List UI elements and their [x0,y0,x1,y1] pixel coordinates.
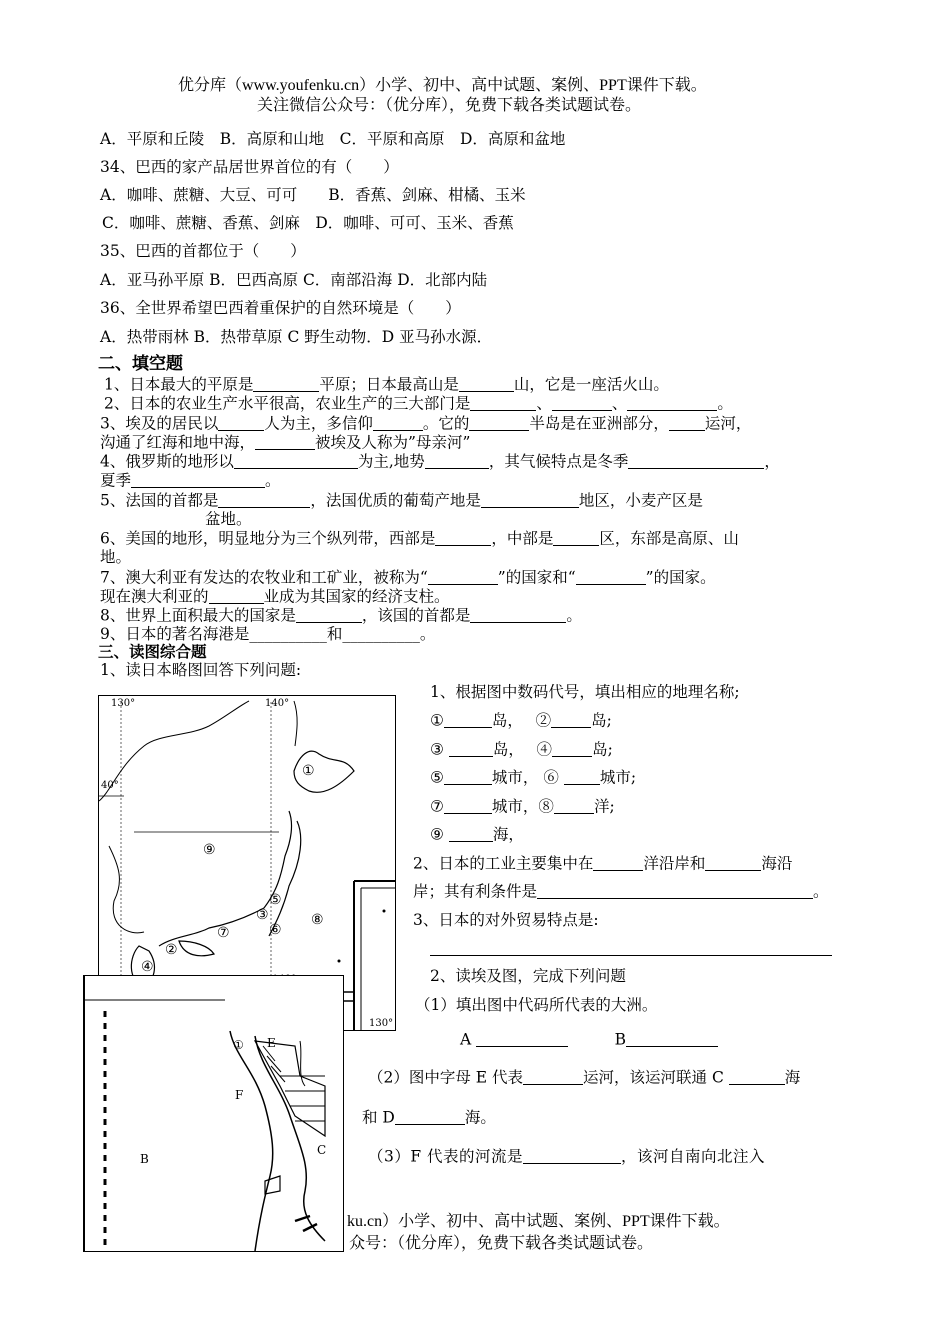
blank[interactable] [576,568,646,585]
fill-q3: 3、埃及的居民以 人为主，多信仰 。它的 半岛是在亚洲部分， 运河， [100,414,752,433]
blank[interactable] [470,394,536,411]
blank[interactable] [209,587,264,604]
blank[interactable] [425,452,489,469]
egypt-q2-3: （3）F 代表的河流是 ，该河自南向北注入 [368,1147,766,1166]
q36: 36、全世界希望巴西着重保护的自然环境是（ ） [100,299,461,317]
map-marker-9: ⑨ [203,842,216,858]
blank[interactable] [627,394,717,411]
lon-label: 130° [111,698,136,709]
japan-sub3: 3、日本的对外贸易特点是: [413,911,599,929]
fill-q8: 8、世界上面积最大的国家是 ，该国的首都是 。 [100,606,582,625]
fill-q4-cont: 夏季 。 [100,471,281,490]
blank[interactable] [628,452,764,469]
blank[interactable] [255,433,315,450]
egypt-map-graphic [85,976,343,1251]
egypt-label-f: F [235,1088,244,1102]
header-line-1: 优分库（www.youfenku.cn）小学、初中、高中试题、案例、PPT课件下载。 [178,77,707,94]
blank[interactable] [669,414,705,431]
blank[interactable] [626,1030,718,1047]
fill-q5-cont: 盆地。 [205,510,252,528]
fill-q2: 2、日本的农业生产水平很高，农业生产的三大部门是 、 、 。 [104,394,733,413]
answer-line[interactable] [430,955,832,956]
blank[interactable] [553,529,599,546]
blank[interactable] [218,414,264,431]
egypt-q2: 2、读埃及图，完成下列问题 [430,967,626,985]
q34-options-cd: C．咖啡、蔗糖、香蕉、剑麻 D．咖啡、可可、玉米、香蕉 [102,214,514,232]
japan-row-1: ① 岛， ② 岛; [430,711,612,730]
section-2-title: 二、填空题 [98,354,183,374]
q34: 34、巴西的家产品居世界首位的有（ ） [100,158,399,176]
blank[interactable] [476,1030,568,1047]
fill-q7: 7、澳大利亚有发达的农牧业和工矿业，被称为“ ”的国家和“ ”的国家。 [100,568,716,587]
blank[interactable] [449,740,493,757]
blank[interactable] [593,854,643,871]
blank[interactable] [551,711,591,728]
blank[interactable] [444,768,492,785]
q34-options-ab: A．咖啡、蔗糖、大豆、可可 B．香蕉、剑麻、柑橘、玉米 [100,186,526,204]
map-marker-5: ⑤ [269,892,282,908]
blank[interactable] [435,529,491,546]
blank[interactable] [131,471,265,488]
blank[interactable] [705,854,761,871]
blank[interactable] [564,768,600,785]
header-line-2: 关注微信公众号：（优分库），免费下载各类试题试卷。 [257,97,642,114]
map-q1: 1、读日本略图回答下列问题: [100,661,302,679]
japan-sub2: 2、日本的工业主要集中在 洋沿岸和 海沿 [413,854,793,873]
egypt-label-e: E [267,1036,276,1050]
lon-label: 140° [265,698,290,709]
q35-options: A．亚马孙平原 B．巴西高原 C．南部沿海 D．北部内陆 [100,271,488,289]
blank[interactable] [523,1068,583,1085]
blank[interactable] [253,375,319,392]
egypt-q2-2-cont: 和 D 海。 [362,1108,496,1127]
blank[interactable] [554,797,594,814]
blank[interactable] [373,414,423,431]
egypt-label-c: C [317,1143,327,1157]
map-marker-2: ② [165,942,178,958]
blank[interactable] [296,606,362,623]
fill-q3-cont: 沟通了红海和地中海， 被埃及人称为”母亲河” [100,433,471,452]
blank[interactable] [729,1068,785,1085]
fill-q6: 6、美国的地形，明显地分为三个纵列带，西部是 ，中部是 区，东部是高原、山 [100,529,739,548]
japan-sub2-cont: 岸；其有利条件是 。 [413,882,829,901]
blank[interactable] [469,414,529,431]
blank[interactable] [459,375,514,392]
q36-options: A．热带雨林 B．热带草原 C 野生动物．D 亚马孙水源． [100,328,493,346]
egypt-label-b: B [140,1152,149,1166]
map-marker-6: ⑥ [269,922,282,938]
blank[interactable] [552,394,612,411]
blank[interactable] [523,1147,621,1164]
q35: 35、巴西的首都位于（ ） [100,242,306,260]
fill-q6-cont: 地。 [100,548,132,566]
egypt-marker-1: ① [233,1038,244,1052]
japan-row-2: ③ 岛， ④ 岛; [430,740,613,759]
japan-row-4: ⑦ 城市，⑧ 洋; [430,797,615,816]
lon-label: 130° [369,1018,394,1029]
blank[interactable] [218,491,310,508]
blank[interactable] [449,825,493,842]
fill-q5: 5、法国的首都是 ，法国优质的葡萄产地是 地区，小麦产区是 [100,491,703,510]
blank[interactable] [234,452,358,469]
fill-q4: 4、俄罗斯的地形以 为主,地势 ，其气候特点是冬季 ， [100,452,780,471]
japan-row-5: ⑨ 海， [430,825,524,844]
egypt-q2-1-blanks: A B [460,1030,718,1050]
footer-line-2: 众号：（优分库），免费下载各类试题试卷。 [349,1235,654,1252]
fill-q7-cont: 现在澳大利亚的 业成为其国家的经济支柱。 [100,587,450,606]
blank[interactable] [428,568,498,585]
map-marker-4: ④ [141,959,154,975]
map-marker-3: ③ [256,907,269,923]
blank[interactable] [537,882,813,899]
blank[interactable] [481,491,579,508]
egypt-q2-2: （2）图中字母 E 代表 运河，该运河联通 C 海 [368,1068,801,1087]
section-3-title: 三、读图综合题 [98,642,207,661]
egypt-map [83,975,344,1252]
footer-line-1: ku.cn）小学、初中、高中试题、案例、PPT课件下载。 [347,1213,730,1230]
japan-sub1: 1、根据图中数码代号，填出相应的地理名称; [430,683,740,701]
lat-label: 40° [101,780,119,791]
q33-options: A．平原和丘陵 B．高原和山地 C．平原和高原 D．高原和盆地 [100,130,566,148]
fill-q1: 1、日本最大的平原是 平原；日本最高山是 山，它是一座活火山。 [104,375,669,394]
fill-q9: 9、日本的著名海港是__________和__________。 [100,625,436,643]
map-marker-1: ① [302,763,315,779]
blank[interactable] [395,1108,465,1125]
blank[interactable] [444,797,492,814]
blank[interactable] [552,740,592,757]
map-marker-8: ⑧ [311,912,324,928]
egypt-q2-1: （1）填出图中代码所代表的大洲。 [415,996,658,1014]
japan-row-3: ⑤ 城市， ⑥ 城市; [430,768,637,787]
blank[interactable] [470,606,566,623]
map-marker-7: ⑦ [217,925,230,941]
blank[interactable] [444,711,492,728]
